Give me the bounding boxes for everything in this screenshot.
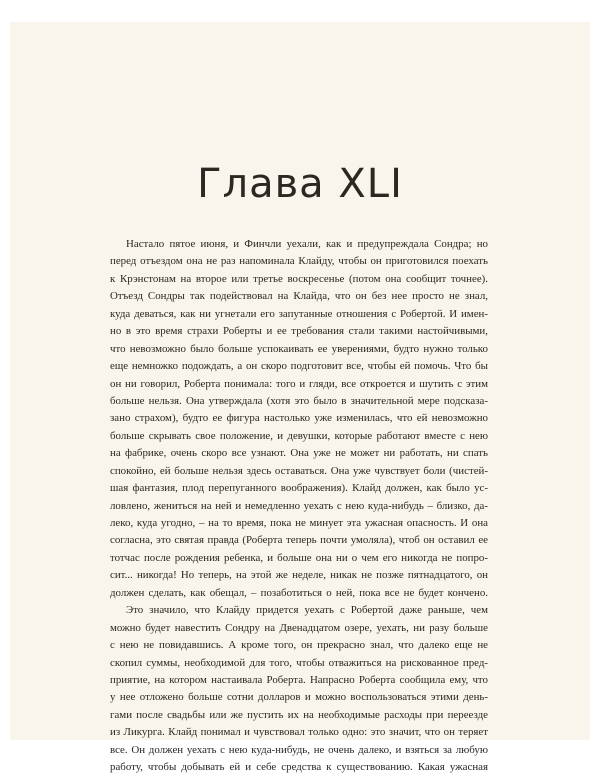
text-line: шая фантазия, плод перепуганного воображения). Клайд должен, как было ус- [110, 482, 488, 495]
text-line: на фабрике, очень скоро все узнают. Она уже не может ни работать, ни спать [110, 447, 488, 460]
chapter-body-text [110, 236, 488, 777]
chapter-title: Глава XLI [197, 161, 403, 207]
text-line: с нею не повидавшись. А кроме того, он прекрасно знал, что далеко еще не [110, 639, 488, 652]
text-line: работу, чтобы добывать ей и себе средства к существованию. Какая ужасная [110, 761, 488, 774]
text-line: согласна, это святая правда (Роберта теперь почти умоляла), чтоб он оставил ее [110, 534, 488, 547]
book-page [10, 22, 590, 774]
text-line: Отъезд Сондры так подействовал на Клайда, что он без нее просто не знал, [110, 290, 488, 303]
text-line: все. Он должен уехать с нею куда-нибудь, не очень далеко, и взяться за любую [110, 743, 488, 756]
text-line: Настало пятое июня, и Финчли уехали, как и предупреждала Сондра; но [126, 238, 488, 250]
text-line: Это значило, что Клайду придется уехать с Робертой даже раньше, чем [126, 604, 488, 617]
text-line: что невозможно было больше успокаивать ее уверениями, будто нужно только [110, 342, 488, 355]
text-line: перед отъездом она не раз напоминала Клайду, чтобы он приготовился поехать [110, 255, 488, 268]
text-line: зано страхом), будто ее фигура настолько уже изменилась, что ей невозможно [110, 412, 488, 425]
text-line: у нее отложено больше сотни долларов и можно воспользоваться этими день- [110, 691, 488, 704]
text-line: сит... никогда! Но теперь, на этой же неделе, никак не позже пятнадцатого, он [110, 569, 488, 582]
text-line: но в это время страхи Роберты и ее требования стали такими настойчивыми, [110, 325, 488, 338]
text-line: леко, куда угодно, – на то время, пока не минует эта ужасная опасность. И она [110, 517, 488, 529]
text-line: должен сделать, как обещал, – позаботиться о ней, пока все не будет кончено. [110, 586, 488, 599]
text-line: ловлено, жениться на ней и немедленно уехать с нею куда-нибудь – близко, да- [110, 499, 488, 512]
text-line: больше скрывать свое положение, и девушки, которые работают вместе с нею [110, 429, 488, 442]
text-line: из Ликурга. Клайд понимал и чувствовал только одно: это значит, что он теряет [110, 726, 488, 739]
text-line: куда деваться, как ни угнетали его запутанные отношения с Робертой. И имен- [110, 307, 488, 320]
text-line: еще немножко подождать, а он скоро подготовит все, чтобы ей помочь. Что бы [110, 360, 488, 373]
text-line: приятие, на котором настаивала Роберта. Напрасно Роберта сообщила ему, что [110, 673, 488, 686]
text-line: скопил суммы, необходимой для того, чтобы отважиться на рискованное пред- [110, 656, 488, 669]
text-line: к Крэнстонам на второе или третье воскресенье (потом она сообщит точнее). [110, 272, 488, 285]
text-line: спокойно, ей больше нельзя здесь оставаться. Она уже чувствует боли (чистей- [110, 464, 488, 477]
text-line: он ни говорил, Роберта понимала: того и гляди, все откроется и шутить с этим [110, 377, 488, 390]
text-line: тотчас после рождения ребенка, и больше она ни о чем его никогда не попро- [110, 551, 488, 564]
text-line: больше нельзя. Она утверждала (хотя это было в значительной мере подсказа- [110, 394, 488, 407]
text-line: можно будет навестить Сондру на Двенадцатом озере, уехать, ни разу больше [110, 621, 488, 634]
text-line: гами после свадьбы или же пустить их на необходимые расходы при переезде [110, 708, 488, 721]
